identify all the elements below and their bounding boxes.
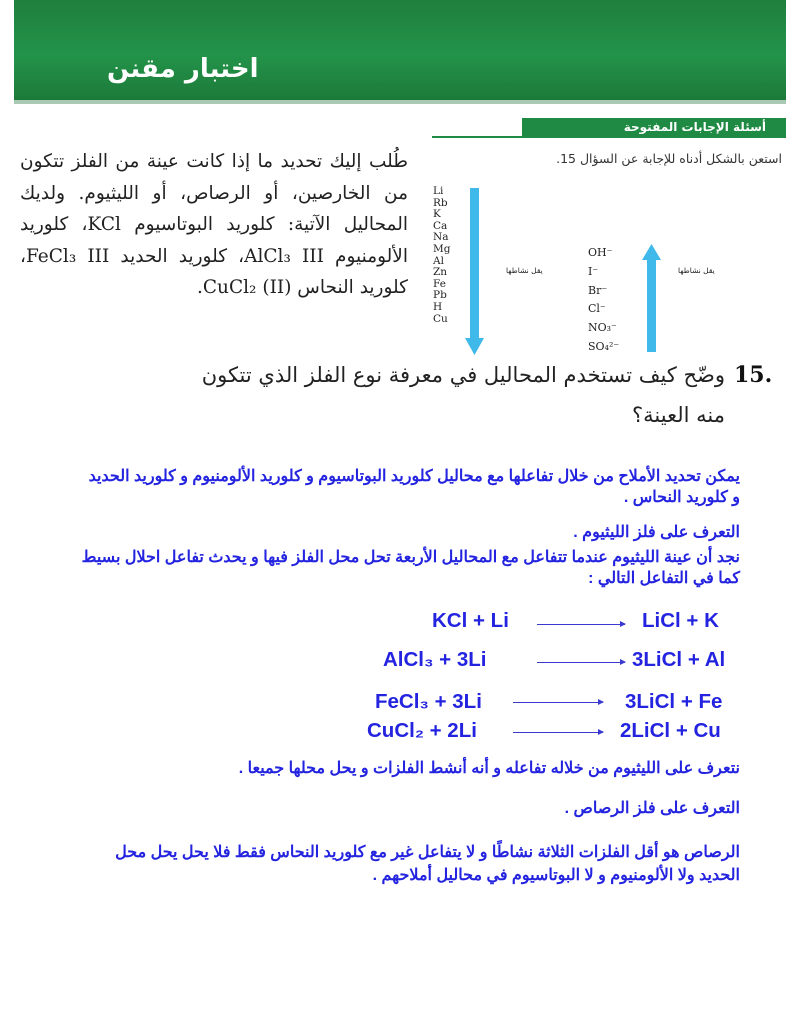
metal-na: Na [433,231,449,244]
equation-4-arrow [513,732,603,733]
equation-2-arrow [537,662,625,663]
answer-lead-heading: التعرف على فلز الرصاص . [564,800,740,817]
answer-paragraph-4: الرصاص هو أقل الفلزات الثلاثة نشاطًا و لا يتفاعل غير مع كلوريد النحاس فقط فلا يحل يحل محل الحديد ولا الألومنيوم و لا البوتاسيوم في محاليل أملاحهم . [115,844,740,884]
down-arrow-head [465,338,484,355]
page-title: اختبار مقنن [107,54,259,84]
anion-br: Br⁻ [588,283,608,297]
up-arrow-head [642,244,661,260]
equation-3-reactants: FeCl₃ + 3Li [375,690,482,713]
metal-al: Al [433,254,444,267]
metal-rb: Rb [433,196,448,209]
answer-lithium-heading: التعرف على فلز الليثيوم . [573,524,740,541]
anion-no3: NO₃⁻ [588,321,617,335]
answer-paragraph-3: نتعرف على الليثيوم من خلاله تفاعله و أنه أنشط الفلزات و يحل محلها جميعا . [238,760,740,777]
equation-3-arrow [513,702,603,703]
answer-paragraph-1: يمكن تحديد الأملاح من خلال تفاعلها مع محاليل كلوريد البوتاسيوم و كلوريد الألومنيوم و كلوريد الحديد و كلوريد النحاس . [88,468,740,506]
header-divider [14,100,786,104]
right-arrow-label: يقل نشاطها [678,266,715,275]
activity-series-figure [430,178,786,356]
equation-4-products: 2LiCl + Cu [620,719,721,742]
metal-zn: Zn [433,266,448,279]
equation-4-reactants: CuCl₂ + 2Li [367,719,477,742]
equation-2-reactants: AlCl₃ + 3Li [383,648,487,671]
equation-1-arrow [537,624,625,625]
question-number: 15. [734,362,773,388]
metal-mg: Mg [433,242,451,255]
anion-i: I⁻ [588,264,599,278]
metal-fe: Fe [433,277,446,290]
equation-1-products: LiCl + K [642,609,719,632]
section-rule [432,136,786,138]
up-arrow-shaft [647,258,656,352]
metal-k: K [433,208,441,221]
header-banner [14,0,786,100]
anion-so4: SO₄²⁻ [588,339,620,353]
equation-2-products: 3LiCl + Al [632,648,726,671]
section-tag [522,118,786,136]
intro-paragraph: طُلب إليك تحديد ما إذا كانت عينة من الفلز تتكون من الخارصين، أو الرصاص، أو الليثيوم. ولديك المحاليل الآتية: كلوريد البوتاسيوم KCl، كلوريد الألومنيوم AlCl₃ III، كلوريد الحديد FeCl₃ III، كلوريد النحاس (II) CuCl₂. [20,151,408,298]
figure-caption: استعن بالشكل أدناه للإجابة عن السؤال 15. [556,151,782,166]
equation-3-products: 3LiCl + Fe [625,690,723,713]
metal-h: H [433,300,443,313]
metal-pb: Pb [433,289,447,302]
section-tag-label: أسئلة الإجابات المفتوحة [623,120,766,134]
answer-paragraph-2: نجد أن عينة الليثيوم عندما تتفاعل مع المحاليل الأربعة تحل محل الفلز فيها و يحدث تفاعل احلال بسيط كما في التفاعل التالي : [81,549,740,587]
down-arrow-shaft [470,188,479,340]
metal-ca: Ca [433,219,448,232]
equation-1-reactants: KCl + Li [432,609,509,632]
metal-li: Li [433,185,444,197]
question-text: وضّح كيف تستخدم المحاليل في معرفة نوع الفلز الذي تتكون منه العينة؟ [201,363,725,427]
left-arrow-label: يقل نشاطها [506,266,543,275]
anion-cl: Cl⁻ [588,302,606,316]
metal-cu: Cu [433,312,448,325]
anion-oh: OH⁻ [588,246,613,259]
anion-list [588,244,619,357]
